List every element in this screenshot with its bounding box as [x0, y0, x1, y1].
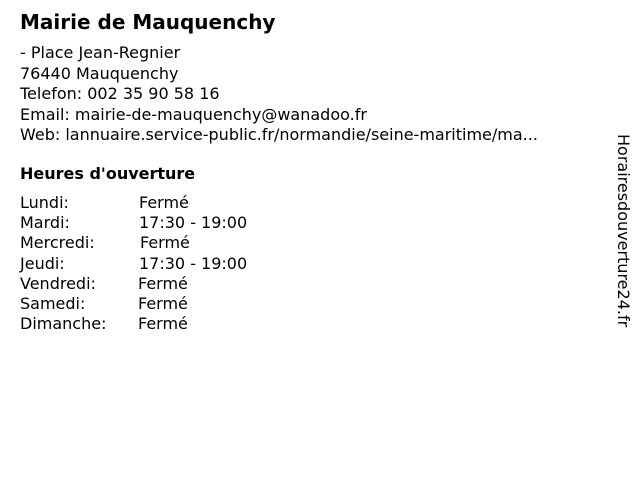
hours-value: Fermé: [138, 314, 188, 334]
email-address: Email: mairie-de-mauquenchy@wanadoo.fr: [20, 104, 367, 124]
hours-value: Fermé: [140, 233, 190, 253]
opening-hours-heading: Heures d'ouverture: [20, 164, 196, 183]
hours-value: Fermé: [138, 273, 188, 293]
website-link: Web: lannuaire.service-public.fr/normandie/seine-maritime/ma...: [20, 125, 538, 144]
page-title: Mairie de Mauquenchy: [20, 10, 276, 34]
day-label: Lundi:: [20, 193, 69, 212]
day-label: Mercredi:: [20, 233, 95, 253]
phone-number: Telefon: 002 35 90 58 16: [20, 84, 220, 103]
day-label: Mardi:: [20, 213, 70, 233]
day-label: Vendredi:: [20, 273, 96, 293]
hours-value: 17:30 - 19:00: [139, 213, 248, 233]
site-watermark: Horairesdouverture24.fr: [614, 134, 633, 328]
hours-value: Fermé: [139, 193, 189, 212]
day-label: Jeudi:: [20, 253, 65, 273]
hours-value: Fermé: [138, 293, 188, 313]
day-label: Samedi:: [20, 293, 86, 313]
watermark-container: [612, 134, 638, 374]
hours-value: 17:30 - 19:00: [139, 253, 248, 273]
day-label: Dimanche:: [20, 314, 107, 334]
street-address: - Place Jean-Regnier: [20, 43, 181, 62]
city-postal: 76440 Mauquenchy: [20, 63, 179, 83]
address-block: [20, 43, 538, 146]
